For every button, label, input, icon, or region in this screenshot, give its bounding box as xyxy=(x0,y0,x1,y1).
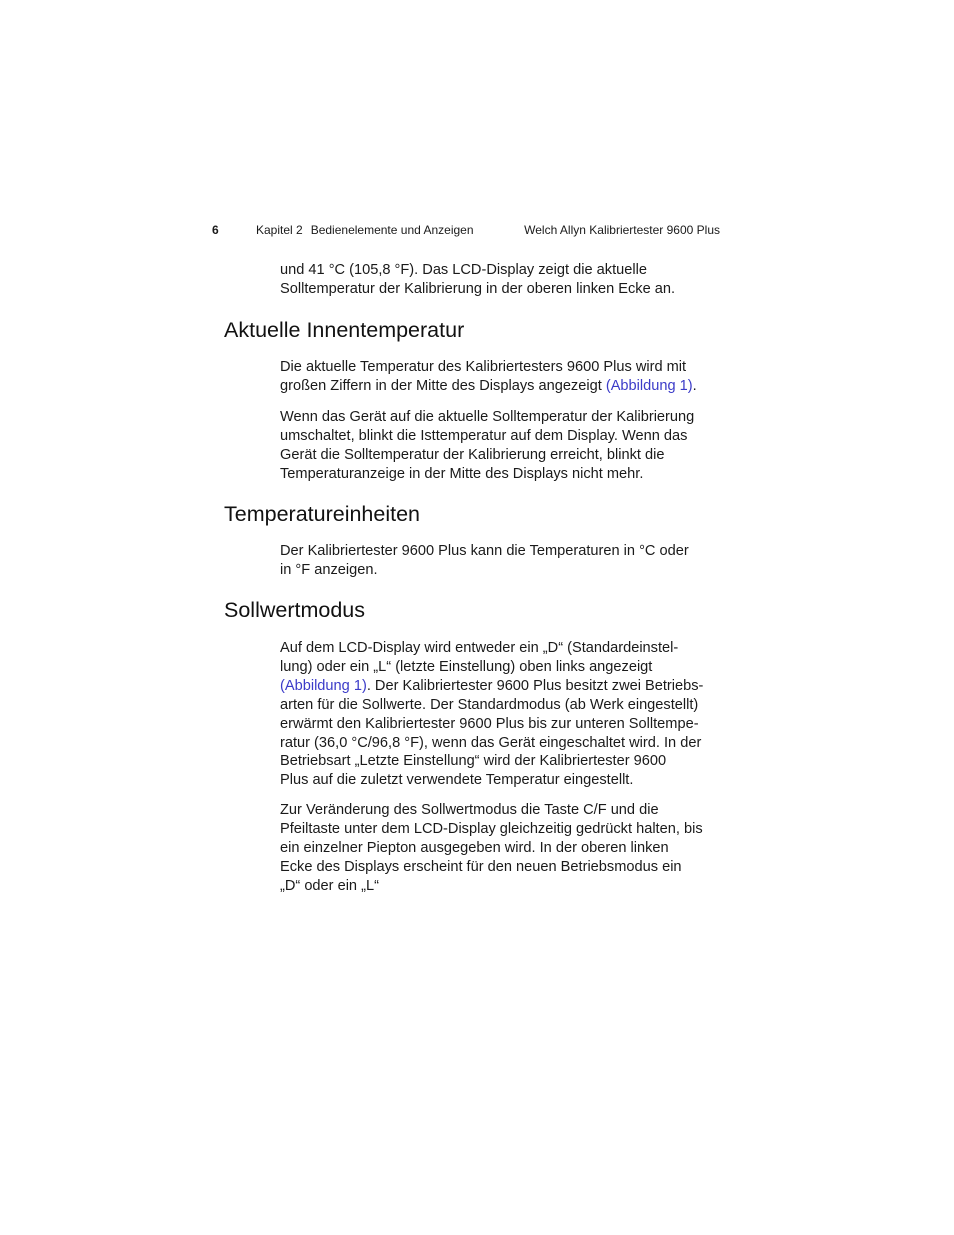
section-heading-aktuelle-innentemperatur: Aktuelle Innentemperatur xyxy=(224,318,465,342)
text-line: umschaltet, blinkt die Isttemperatur auf dem Display. Wenn das xyxy=(280,427,688,444)
text-line: Pfeiltaste unter dem LCD-Display gleichzeitig gedrückt halten, bis xyxy=(280,820,703,837)
text-line: Auf dem LCD-Display wird entweder ein „D“ (Standardeinstel- xyxy=(280,640,679,656)
text-line: ratur (36,0 °C/96,8 °F), wenn das Gerät eingeschaltet wird. In der xyxy=(280,734,702,751)
text-line: lung) oder ein „L“ (letzte Einstellung) oben links angezeigt xyxy=(280,658,653,675)
text-line: . xyxy=(692,377,697,394)
text-line: Zur Veränderung des Sollwertmodus die Taste C/F und die xyxy=(280,802,659,818)
section-heading-temperatureinheiten: Temperatureinheiten xyxy=(224,502,421,526)
intro-paragraph xyxy=(280,261,732,299)
chapter-reference xyxy=(256,221,474,239)
text-line: „D“ oder ein „L“ xyxy=(280,877,379,894)
page-number: 6 xyxy=(212,223,219,237)
text-line: Ecke des Displays erscheint für den neuen Betriebsmodus ein xyxy=(280,858,682,875)
text-line: . Der Kalibriertester 9600 Plus besitzt zwei Betriebs- xyxy=(366,677,704,694)
paragraph-innentemperatur-1 xyxy=(280,358,732,396)
running-header xyxy=(212,221,720,239)
text-line: und 41 °C (105,8 °F). Das LCD-Display zeigt die aktuelle xyxy=(280,262,647,278)
figure-link[interactable]: (Abbildung 1) xyxy=(280,677,367,694)
text-line: großen Ziffern in der Mitte des Displays angezeigt xyxy=(280,377,606,394)
figure-link[interactable]: (Abbildung 1) xyxy=(605,377,693,394)
text-line: Wenn das Gerät auf die aktuelle Solltemperatur der Kalibrierung xyxy=(280,409,695,425)
text-line: Solltemperatur der Kalibrierung in der oberen linken Ecke an. xyxy=(280,280,676,297)
text-line: Gerät die Solltemperatur der Kalibrierung erreicht, blinkt die xyxy=(280,446,665,463)
chapter-title: Bedienelemente und Anzeigen xyxy=(310,223,474,237)
text-line: in °F anzeigen. xyxy=(280,561,378,578)
text-line: Der Kalibriertester 9600 Plus kann die Temperaturen in °C oder xyxy=(280,543,689,559)
paragraph-innentemperatur-2 xyxy=(280,408,732,484)
section-heading-sollwertmodus: Sollwertmodus xyxy=(224,598,365,622)
text-line: arten für die Sollwerte. Der Standardmodus (ab Werk eingestellt) xyxy=(280,696,699,713)
paragraph-sollwertmodus-2 xyxy=(280,801,732,896)
text-line: Betriebsart „Letzte Einstellung“ wird der Kalibriertester 9600 xyxy=(280,753,667,770)
text-line: Plus auf die zuletzt verwendete Temperatur eingestellt. xyxy=(280,772,634,789)
text-line: ein einzelner Piepton ausgegeben wird. In der oberen linken xyxy=(280,839,669,856)
text-line: Die aktuelle Temperatur des Kalibriertesters 9600 Plus wird mit xyxy=(280,359,687,375)
chapter-label: Kapitel 2 xyxy=(256,223,303,237)
text-line: erwärmt den Kalibriertester 9600 Plus bis zur unteren Solltempe- xyxy=(280,715,699,732)
text-line: Temperaturanzeige in der Mitte des Displays nicht mehr. xyxy=(280,465,644,482)
paragraph-sollwertmodus-1 xyxy=(280,639,732,790)
paragraph-temperatureinheiten xyxy=(280,542,732,580)
product-name: Welch Allyn Kalibriertester 9600 Plus xyxy=(524,223,720,237)
